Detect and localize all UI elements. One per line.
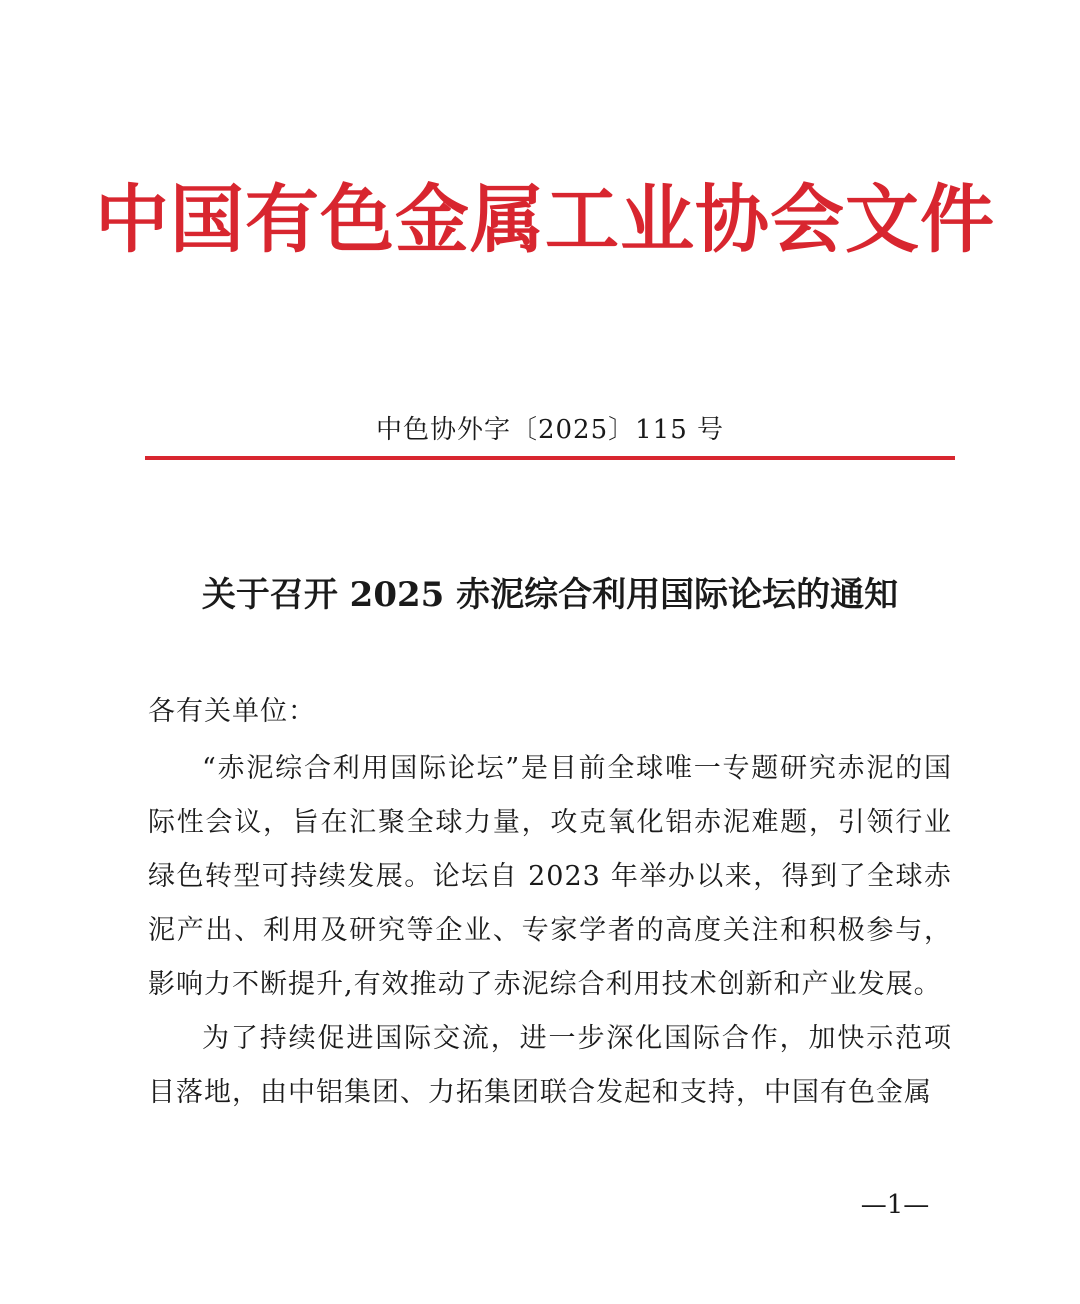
notice-title: 关于召开 2025 赤泥综合利用国际论坛的通知 bbox=[201, 575, 899, 615]
masthead-title: 中国有色金属工业协会文件 bbox=[95, 177, 995, 263]
page-number: —1— bbox=[860, 1190, 930, 1220]
body-paragraph: 为了持续促进国际交流，进一步深化国际合作，加快示范项目落地，由中铝集团、力拓集团联合发起和支持，中国有色金属 bbox=[148, 1023, 952, 1108]
body-paragraph: “赤泥综合利用国际论坛”是目前全球唯一专题研究赤泥的国际性会议，旨在汇聚全球力量，攻克氧化铝赤泥难题，引领行业绿色转型可持续发展。论坛自 2023 年举办以来，得到了全球赤泥产出、利用及研究等企业、专家学者的高度关注和积极参与，影响力不断提升,有效推动了赤泥综合利用技术创新和产业发展。 bbox=[148, 753, 952, 1000]
red-divider-rule bbox=[145, 456, 955, 460]
salutation: 各有关单位： bbox=[148, 696, 316, 727]
document-number: 中色协外字〔2025〕115 号 bbox=[375, 415, 725, 445]
